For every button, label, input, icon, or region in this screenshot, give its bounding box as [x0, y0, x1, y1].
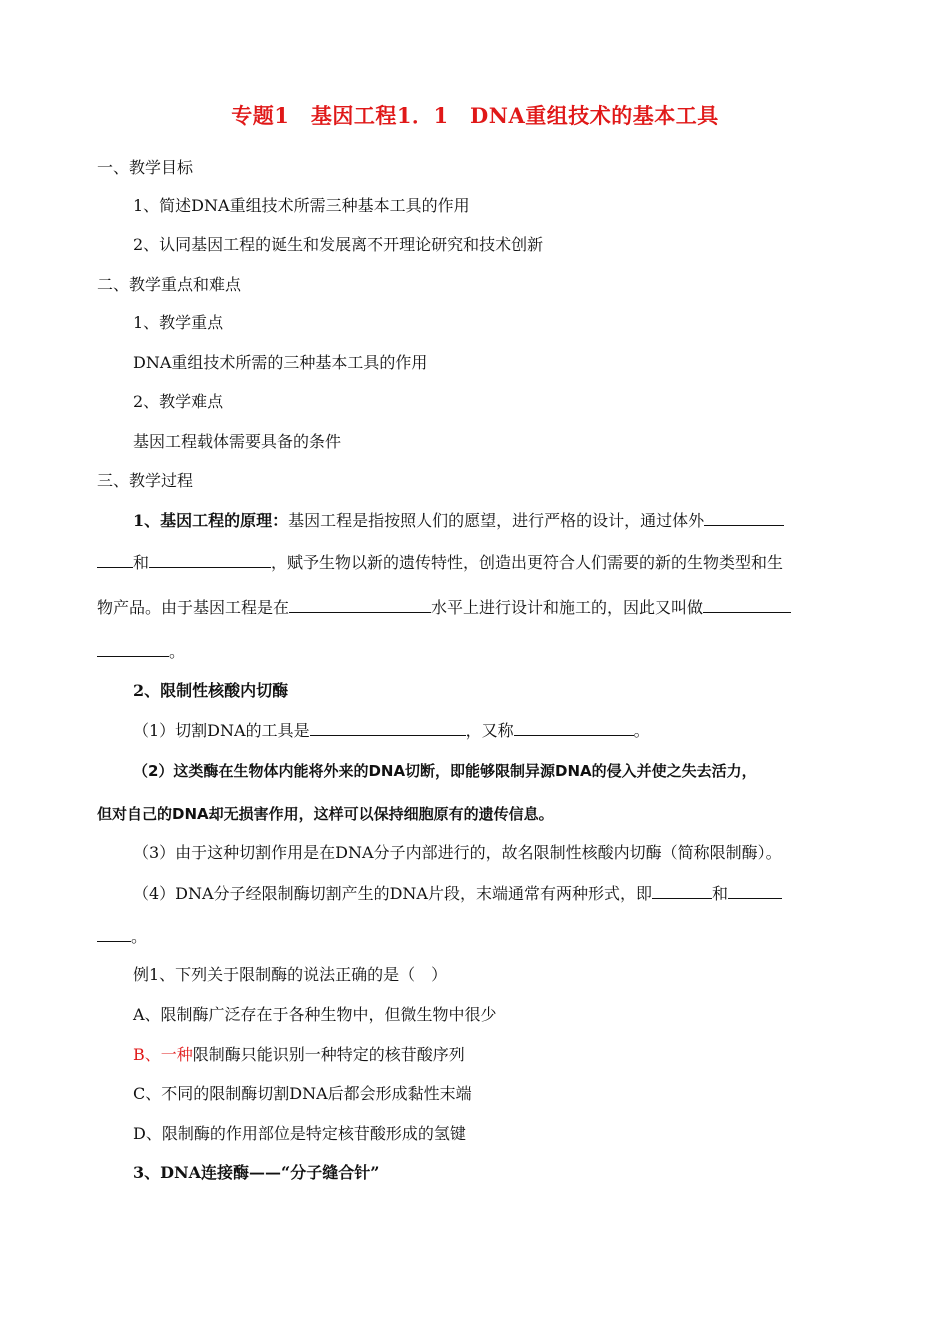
- principle-line-3: [97, 596, 791, 619]
- principle-text-2: 和: [133, 553, 150, 572]
- enzyme-heading: 2、限制性核酸内切酶: [133, 681, 289, 700]
- principle-line-4: [97, 640, 185, 663]
- section-heading-process: 三、教学过程: [97, 471, 194, 490]
- fill-blank[interactable]: [97, 925, 131, 942]
- example-option-d: D、限制酶的作用部位是特定核苷酸形成的氢键: [133, 1124, 466, 1143]
- enzyme-paragraph-2b: 但对自己的DNA却无损害作用，这样可以保持细胞原有的遗传信息。: [97, 805, 554, 823]
- example-question: 例1、下列关于限制酶的说法正确的是（ ）: [133, 965, 448, 984]
- section-heading-objectives: 一、教学目标: [97, 158, 194, 177]
- principle-text-4: 物产品。由于基因工程是在: [97, 598, 290, 617]
- example-option-a: A、限制酶广泛存在于各种生物中，但微生物中很少: [133, 1005, 497, 1024]
- enzyme-paragraph-3: （3）由于这种切割作用是在DNA分子内部进行的，故名限制性核酸内切酶（简称限制酶）。: [133, 843, 782, 862]
- section-heading-key-points: 二、教学重点和难点: [97, 275, 242, 294]
- ligase-heading: 3、DNA连接酶——“分子缝合针”: [133, 1163, 380, 1182]
- key-point-label: 1、教学重点: [133, 313, 224, 332]
- example-option-b: [133, 1044, 465, 1066]
- option-b-text: 限制酶只能识别一种特定的核苷酸序列: [192, 1045, 465, 1064]
- enzyme-p4-text: （4）DNA分子经限制酶切割产生的DNA片段，末端通常有两种形式，即: [133, 884, 652, 903]
- difficulty-label: 2、教学难点: [133, 392, 224, 411]
- principle-text-1: 基因工程是指按照人们的愿望，进行严格的设计，通过体外: [288, 511, 705, 530]
- key-point-text: DNA重组技术所需的三种基本工具的作用: [133, 353, 428, 372]
- fill-blank[interactable]: [514, 719, 634, 736]
- principle-text-5: 水平上进行设计和施工的，因此又叫做: [431, 598, 704, 617]
- enzyme-p1-text-3: 。: [633, 721, 650, 740]
- fill-blank[interactable]: [289, 596, 431, 613]
- principle-line-2: [97, 551, 783, 574]
- document-title: 专题1 基因工程1．1 DNA重组技术的基本工具: [231, 103, 719, 128]
- fill-blank[interactable]: [149, 551, 271, 568]
- principle-text-6: 。: [169, 642, 186, 661]
- objective-item-2: 2、认同基因工程的诞生和发展离不开理论研究和技术创新: [133, 235, 544, 254]
- fill-blank[interactable]: [704, 509, 784, 526]
- objective-item-1: 1、简述DNA重组技术所需三种基本工具的作用: [133, 196, 470, 215]
- enzyme-paragraph-4: [133, 882, 782, 905]
- fill-blank[interactable]: [97, 551, 133, 568]
- example-option-c: C、不同的限制酶切割DNA后都会形成黏性末端: [133, 1084, 472, 1103]
- enzyme-paragraph-2a: （2）这类酶在生物体内能将外来的DNA切断，即能够限制异源DNA的侵入并使之失去活力，: [133, 762, 757, 780]
- enzyme-p4-text-2: 和: [711, 884, 728, 903]
- principle-text-3: ，赋予生物以新的遗传特性，创造出更符合人们需要的新的生物类型和生: [271, 553, 784, 572]
- fill-blank[interactable]: [703, 596, 791, 613]
- principle-label: 1、基因工程的原理：: [133, 511, 289, 530]
- principle-line-1: [133, 509, 784, 532]
- enzyme-p1-text: （1）切割DNA的工具是: [133, 721, 310, 740]
- enzyme-paragraph-1: [133, 719, 650, 742]
- option-b-highlight: B、一种: [133, 1045, 193, 1064]
- difficulty-text: 基因工程载体需要具备的条件: [133, 432, 342, 451]
- fill-blank[interactable]: [652, 882, 712, 899]
- fill-blank[interactable]: [728, 882, 782, 899]
- fill-blank[interactable]: [310, 719, 466, 736]
- enzyme-p4-text-3: 。: [131, 927, 148, 946]
- enzyme-paragraph-4-cont: [97, 925, 147, 948]
- enzyme-p1-text-2: ，又称: [465, 721, 514, 740]
- fill-blank[interactable]: [97, 640, 169, 657]
